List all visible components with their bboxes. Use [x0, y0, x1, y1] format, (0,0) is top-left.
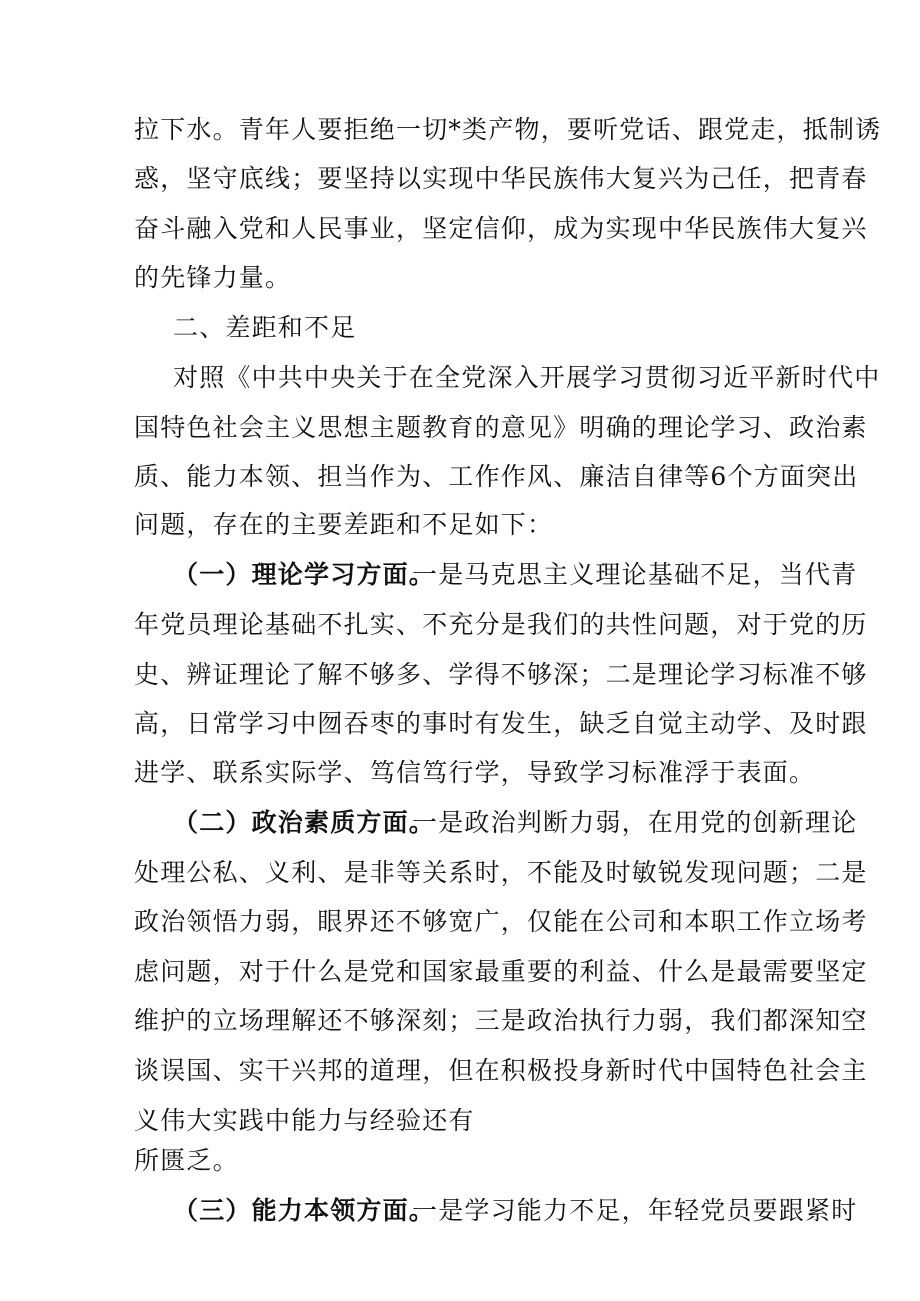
text-line: 一是马克思主义理论基础不足，当代青 — [412, 560, 858, 589]
text-line: 虑问题，对于什么是党和国家最重要的利益、什么是最需要坚定 — [134, 957, 868, 986]
text-line: 处理公私、义利、是非等关系时，不能及时敏锐发现问题；二是 — [134, 858, 868, 887]
heading-text: 二、差距和不足 — [173, 313, 357, 342]
text-line: 国特色社会主义思想主题教育的意见》明确的理论学习、政治素 — [134, 413, 868, 442]
text-line: 史、辨证理论了解不够多、学得不够深；二是理论学习标准不够 — [134, 660, 868, 689]
text-line: 维护的立场理解还不够深刻；三是政治执行力弱，我们都深知空 — [134, 1006, 868, 1035]
text-line: 惑，坚守底线；要坚持以实现中华民族伟大复兴为己任，把青春 — [134, 164, 868, 193]
text-line: 一是政治判断力弱，在用党的创新理论 — [412, 808, 858, 837]
section-1-title: （一）理论学习方面。 — [173, 560, 436, 589]
text-line: 政治领悟力弱，眼界还不够宽广，仅能在公司和本职工作立场考 — [134, 907, 868, 936]
text-line: 进学、联系实际学、笃信笃行学，导致学习标准浮于表面。 — [134, 758, 816, 787]
text-line: 问题，存在的主要差距和不足如下： — [134, 510, 554, 539]
text-line: 对照《中共中央关于在全党深入开展学习贯彻习近平新时代中 — [173, 363, 881, 392]
section-2-title: （二）政治素质方面。 — [173, 808, 436, 837]
text-line: 的先锋力量。 — [134, 263, 292, 292]
text-line: 年党员理论基础不扎实、不充分是我们的共性问题，对于党的历 — [134, 610, 868, 639]
text-line: 高，日常学习中囫吞枣的事时有发生，缺乏自觉主动学、及时跟 — [134, 709, 868, 738]
text-line: 义伟大实践中能力与经验还有 — [134, 1106, 475, 1135]
text-line: 谈误国、实干兴邦的道理，但在积极投身新时代中国特色社会主 — [134, 1056, 868, 1085]
text-line: 所匮乏。 — [134, 1146, 239, 1175]
text-line: 奋斗融入党和人民事业，坚定信仰，成为实现中华民族伟大复兴 — [134, 214, 868, 243]
section-3-title: （三）能力本领方面。 — [173, 1196, 436, 1225]
text-line: 拉下水。青年人要拒绝一切*类产物，要听党话、跟党走，抵制诱 — [134, 115, 882, 144]
text-line: 一是学习能力不足，年轻党员要跟紧时 — [412, 1196, 858, 1225]
text-line: 质、能力本领、担当作为、工作作风、廉洁自律等6个方面突出 — [134, 462, 859, 491]
